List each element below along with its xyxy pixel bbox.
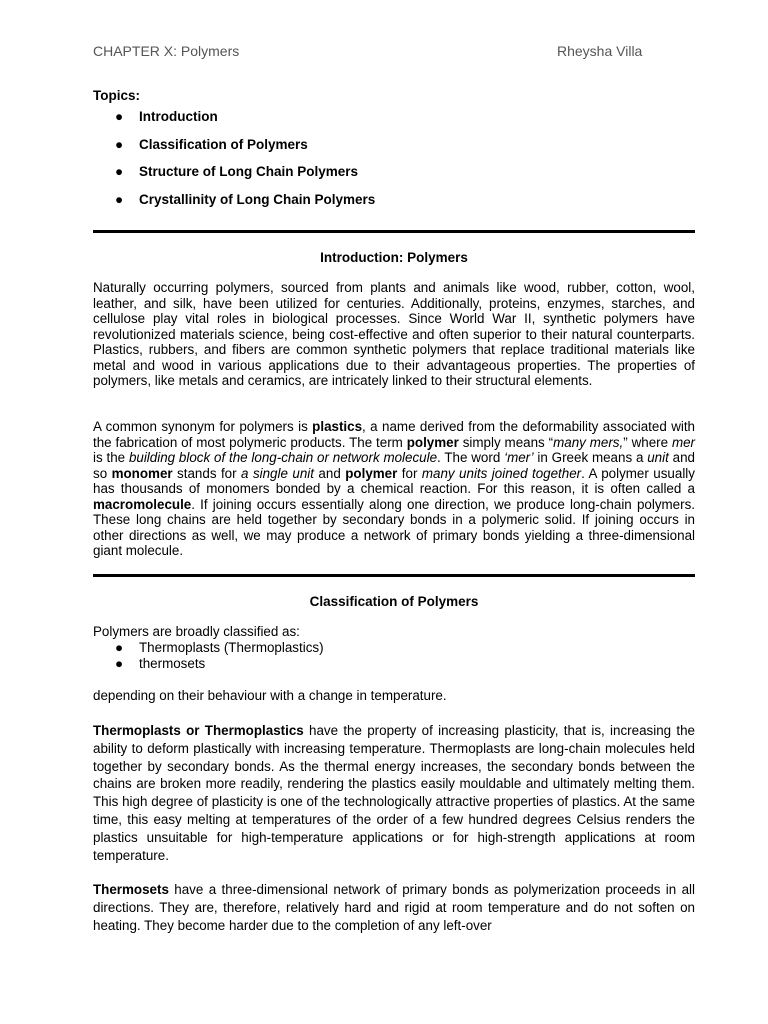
introduction-paragraph-1: Naturally occurring polymers, sourced from plants and animals like wood, rubber, cotton, wool, leather, and silk, have been utilized for centuries. Additionally, proteins, enzymes, starches, and cellulose play vital roles in biological processes. Since World War II, synthetic polymers have revolutionized materials science, being cost-effective and often superior to their natural counterparts. Plastics, rubbers, and fibers are common synthetic polymers that replace traditional materials like metal and wood in various applications due to their advantageous properties. The properties of polymers, like metals and ceramics, are intricately linked to their structural elements.: [93, 280, 695, 388]
text-run: have a three-dimensional network of primary bonds as polymerization proceeds in all directions. They are, therefore, relatively hard and rigid at room temperature and do not soften on heating. They become harder due to the completion of any left-over: [93, 882, 695, 933]
bullet-icon: ●: [115, 164, 124, 179]
text-run: ” where: [623, 434, 672, 450]
text-run: is the: [93, 450, 129, 465]
emphasis: many units joined together: [421, 465, 582, 481]
classification-item: [115, 656, 324, 672]
text-run: and: [313, 465, 346, 481]
section-divider: [93, 230, 695, 233]
term-plastics: plastics: [312, 419, 363, 434]
introduction-title: Introduction: Polymers: [320, 250, 468, 265]
bullet-icon: ●: [115, 656, 124, 671]
emphasis: mer: [671, 434, 695, 450]
section-divider: [93, 574, 695, 577]
text-run: have the property of increasing plasticity, that is, increasing the ability to deform plastically with increasing temperature. Thermoplasts are long-chain molecules held together by secondary bonds. As the thermal energy increases, the secondary bonds between the chains are broken more readily, rendering the plastics easily mouldable and ultimately melting them. This high degree of plasticity is one of the technologically attractive properties of plastics. At the same time, this easy melting at temperatures of the order of a few hundred degrees Celsius renders the plastics unsuitable for high-temperature applications or for high-strength applications at room temperature.: [93, 723, 695, 863]
emphasis: a single unit: [241, 465, 314, 481]
bullet-icon: ●: [115, 640, 124, 655]
emphasis: building block of the long-chain or network molecule: [128, 450, 438, 465]
bullet-icon: ●: [115, 136, 124, 152]
topics-list: [115, 109, 375, 219]
thermoplasts-paragraph: [93, 722, 695, 864]
term-polymer: polymer: [406, 434, 459, 450]
term-macromolecule: macromolecule: [93, 496, 192, 512]
topic-item: [115, 192, 375, 220]
topic-item: [115, 109, 375, 137]
emphasis: unit: [647, 450, 669, 465]
term-polymer: polymer: [345, 465, 398, 481]
classification-depending: depending on their behaviour with a change in temperature.: [93, 688, 447, 703]
classification-title: Classification of Polymers: [309, 594, 479, 609]
topic-item: [115, 164, 375, 192]
topic-label: Classification of Polymers: [139, 136, 308, 152]
classification-label: thermosets: [139, 656, 206, 671]
topic-item: [115, 137, 375, 165]
introduction-paragraph-2: [93, 419, 695, 559]
text-run: in Greek means a: [533, 450, 648, 465]
term-thermoplasts: Thermoplasts or Thermoplastics: [93, 723, 304, 738]
text-run: A common synonym for polymers is: [93, 419, 313, 434]
classification-list: [115, 640, 324, 672]
topic-label: Crystallinity of Long Chain Polymers: [139, 191, 376, 207]
term-thermosets: Thermosets: [93, 882, 169, 897]
topic-label: Introduction: [139, 109, 218, 124]
text-run: and so: [93, 450, 695, 481]
text-run: . A polymer usually has thousands of monomers bonded by a chemical reaction. For this reason, it is often called a: [93, 465, 695, 496]
emphasis: ‘mer’: [504, 450, 534, 465]
text-run: . The word: [437, 450, 505, 465]
author-name: Rheysha Villa: [557, 43, 643, 59]
term-monomer: monomer: [111, 465, 173, 481]
classification-label: Thermoplasts (Thermoplastics): [139, 640, 324, 655]
classification-item: [115, 640, 324, 656]
text-run: , a name derived from the deformability associated with the fabrication of most polymeric products. The term: [93, 419, 696, 450]
thermosets-paragraph: [93, 881, 695, 934]
topic-label: Structure of Long Chain Polymers: [139, 164, 359, 179]
chapter-header: CHAPTER X: Polymers: [93, 43, 240, 59]
emphasis: many mers,: [553, 434, 624, 450]
bullet-icon: ●: [115, 191, 124, 207]
topics-label: Topics:: [93, 88, 140, 103]
text-run: simply means “: [458, 434, 554, 450]
bullet-icon: ●: [115, 109, 124, 124]
text-run: for: [397, 465, 422, 481]
text-run: stands for: [172, 465, 242, 481]
text-run: . If joining occurs essentially along one direction, we produce long-chain polymers. These long chains are held together by secondary bonds in a polymeric solid. If joining occurs in other directions as well, we may produce a network of primary bonds yielding a three-dimensional giant molecule.: [93, 496, 695, 558]
classification-intro: Polymers are broadly classified as:: [93, 624, 300, 639]
